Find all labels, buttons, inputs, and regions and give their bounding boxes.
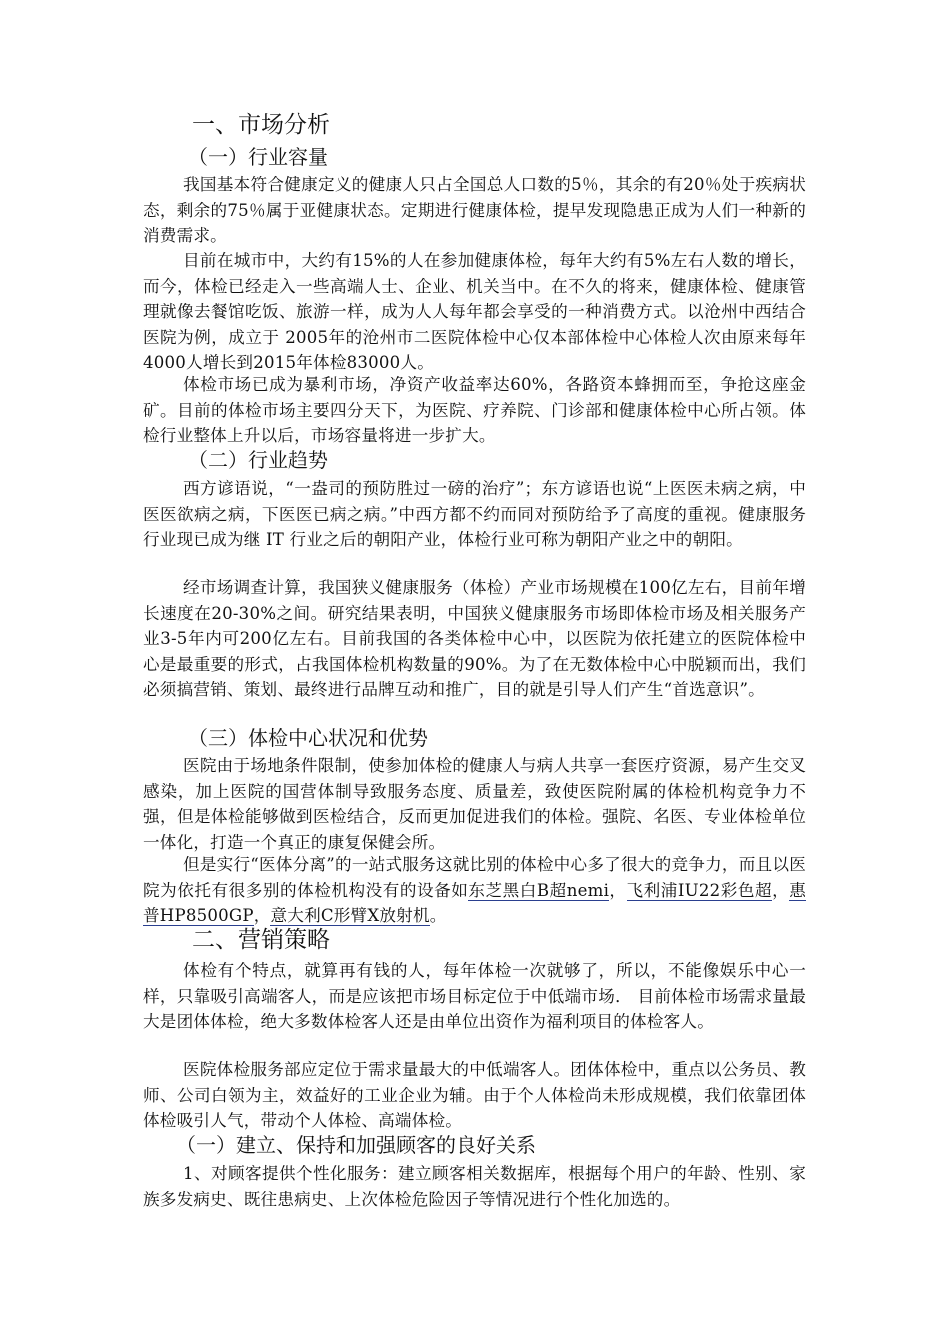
separator: ， [253,906,271,926]
paragraph: 医院由于场地条件限制，使参加体检的健康人与病人共享一套医疗资源，易产生交叉感染，加上医院的国营体制导致服务态度、质量差，致使医院附属的体检机构竞争力不强，但是体检能够做到医检结合，反而更加促进我们的体检。强院、名医、专业体检单位一体化，打造一个真正的康复保健会所。 [143,756,806,852]
paragraph: 目前在城市中，大约有15%的人在参加健康体检，每年大约有5%左右人数的增长，而今，体检已经走入一些高端人士、企业、机关当中。在不久的将来，健康体检、健康管理就像去餐馆吃饭、旅游一样，成为人人每年都会享受的一种消费方式。以沧州中西结合医院为例，成立于 2005年的沧州市二医院体检中心仅本部体检中心体检人次由原来每年 4000人增长到2015年体检83000人。 [143,251,806,373]
equipment-link-italy-c-arm[interactable]: 意大利C形臂X放射机 [270,906,430,926]
subheading-industry-capacity: （一）行业容量 [188,145,328,169]
section-heading-market-analysis: 一、市场分析 [192,112,330,138]
paragraph-end: 。 [429,906,447,926]
equipment-link-hp[interactable]: 惠普HP8500GP [143,880,807,926]
paragraph: 经市场调查计算，我国狭义健康服务（体检）产业市场规模在100亿左右，目前年增长速度在20-30%之间。研究结果表明，中国狭义健康服务市场即体检市场及相关服务产业3-5年内可200亿左右。目前我国的各类体检中心中，以医院为依托建立的医院体检中心是最重要的形式，占我国体检机构数量的90%。为了在无数体检中心中脱颖而出，我们必须搞营销、策划、最终进行品牌互动和推广，目的就是引导人们产生“首选意识”。 [143,578,806,700]
subheading-customer-relations: （一）建立、保持和加强顾客的良好关系 [176,1133,536,1157]
subheading-center-status: （三）体检中心状况和优势 [188,726,428,750]
equipment-link-philips[interactable]: 飞利浦IU22彩色超 [626,880,773,900]
paragraph-equipment [143,852,806,929]
separator: ， [609,880,627,900]
paragraph: 医院体检服务部应定位于需求量最大的中低端客人。团体体检中，重点以公务员、教师、公司白领为主，效益好的工业企业为辅。由于个人体检尚未形成规模，我们依靠团体体检吸引人气，带动个人体检、高端体检。 [143,1060,806,1131]
paragraph: 体检有个特点，就算再有钱的人，每年体检一次就够了，所以，不能像娱乐中心一样，只靠吸引高端客人，而是应该把市场目标定位于中低端市场． 目前体检市场需求量最大是团体体检，绝大多数体检客人还是由单位出资作为福利项目的体检客人。 [143,961,806,1032]
paragraph-text: 但是实行“医体分离”的一站式服务这就比别的体检中心多了很大的竞争力，而且以医院为依托有很多别的体检机构没有的设备如 [143,855,806,900]
paragraph: 西方谚语说，“一盎司的预防胜过一磅的治疗”；东方谚语也说“上医医未病之病，中医医欲病之病，下医医已病之病。”中西方都不约而同对预防给予了高度的重视。健康服务行业现已成为继 IT 行业之后的朝阳产业，体检行业可称为朝阳产业之中的朝阳。 [143,479,806,550]
section-heading-marketing-strategy: 二、营销策略 [192,927,330,953]
paragraph: 体检市场已成为暴利市场，净资产收益率达60%，各路资本蜂拥而至，争抢这座金矿。目前的体检市场主要四分天下，为医院、疗养院、门诊部和健康体检中心所占领。体检行业整体上升以后，市场容量将进一步扩大。 [143,375,806,446]
subheading-industry-trend: （二）行业趋势 [188,448,328,472]
paragraph: 1、对顾客提供个性化服务：建立顾客相关数据库，根据每个用户的年龄、性别、家族多发病史、既往患病史、上次体检危险因子等情况进行个性化加选的。 [143,1164,806,1209]
separator: ， [772,880,790,900]
equipment-link-toshiba[interactable]: 东芝黑白B超nemi [468,880,610,900]
paragraph: 我国基本符合健康定义的健康人只占全国总人口数的5％，其余的有20％处于疾病状态，剩余的75％属于亚健康状态。定期进行健康体检，提早发现隐患正成为人们一种新的消费需求。 [143,175,806,246]
